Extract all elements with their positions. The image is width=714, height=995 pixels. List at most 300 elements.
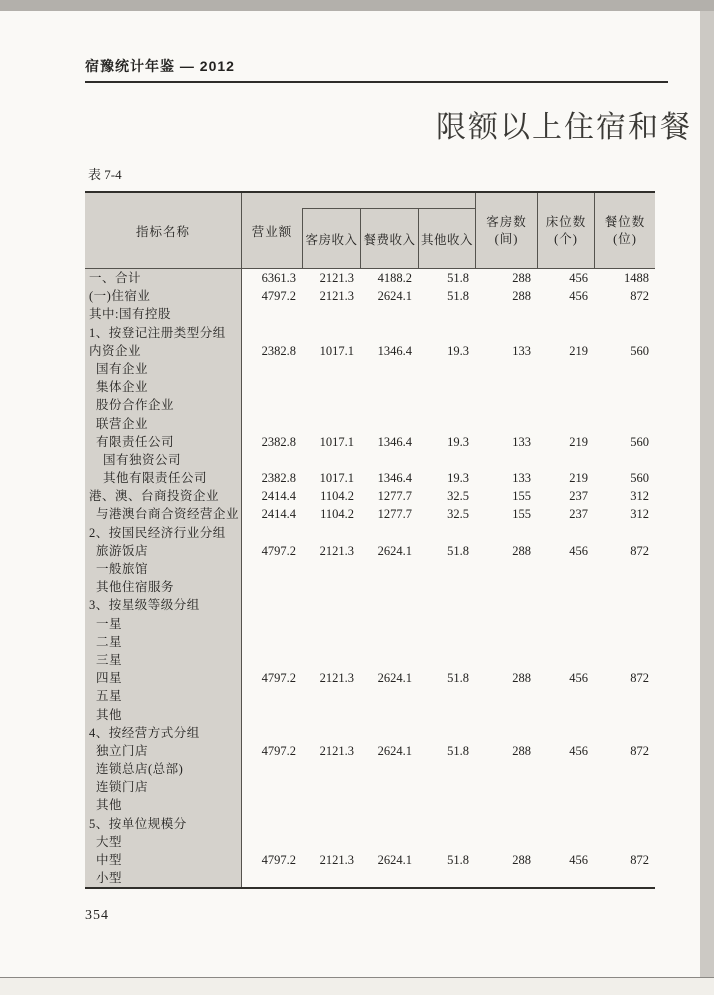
table-row <box>85 287 655 305</box>
value-cell <box>242 415 302 433</box>
indicator-cell: 内资企业 <box>85 342 242 360</box>
table-row <box>85 742 655 760</box>
value-cell <box>418 360 475 378</box>
indicator-cell: 有限责任公司 <box>85 433 242 451</box>
value-cell <box>418 815 475 833</box>
indicator-cell: 港、澳、台商投资企业 <box>85 487 242 505</box>
indicator-cell: 股份合作企业 <box>85 396 242 414</box>
value-cell <box>475 596 537 614</box>
value-cell: 456 <box>569 543 588 558</box>
value-cell: 4797.2 <box>261 671 296 686</box>
value-cell <box>537 524 594 542</box>
column-header-bed-count <box>537 193 594 268</box>
value-cell: 456 <box>569 671 588 686</box>
value-cell: 1017.1 <box>319 434 354 449</box>
value-cell <box>418 324 475 342</box>
value-cell: 872 <box>630 671 649 686</box>
value-cell <box>242 760 302 778</box>
value-cell: 51.8 <box>447 289 469 304</box>
indicator-cell: 旅游饭店 <box>85 542 242 560</box>
scan-edge-right <box>700 11 714 994</box>
value-cell <box>242 687 302 705</box>
value-cell <box>418 687 475 705</box>
value-cell <box>537 360 594 378</box>
indicator-cell: 连锁总店(总部) <box>85 760 242 778</box>
value-cell <box>302 451 360 469</box>
table-row <box>85 833 655 851</box>
indicator-cell: 集体企业 <box>85 378 242 396</box>
value-cell <box>418 633 475 651</box>
value-cell: 133 <box>512 434 531 449</box>
table-row <box>85 342 655 360</box>
value-cell <box>360 869 418 887</box>
value-cell <box>537 633 594 651</box>
indicator-cell: 独立门店 <box>85 742 242 760</box>
value-cell <box>594 578 655 596</box>
value-cell: 219 <box>569 471 588 486</box>
value-cell: 2121.3 <box>319 743 354 758</box>
value-cell <box>418 778 475 796</box>
value-cell <box>360 651 418 669</box>
value-cell: 4797.2 <box>261 743 296 758</box>
value-cell <box>360 633 418 651</box>
value-cell <box>360 451 418 469</box>
value-cell: 4797.2 <box>261 543 296 558</box>
value-cell: 2382.8 <box>261 343 296 358</box>
value-cell: 2121.3 <box>319 289 354 304</box>
column-header-seat-count <box>594 193 655 268</box>
value-cell <box>475 633 537 651</box>
value-cell <box>242 560 302 578</box>
table-row <box>85 760 655 778</box>
table-row <box>85 560 655 578</box>
column-header-bed-count-label: 床位数 <box>545 214 587 229</box>
value-cell <box>302 524 360 542</box>
value-cell <box>360 360 418 378</box>
value-cell <box>360 833 418 851</box>
column-header-turnover: 营业额 <box>251 224 293 239</box>
value-cell <box>475 524 537 542</box>
value-cell <box>418 305 475 323</box>
value-cell <box>475 724 537 742</box>
value-cell <box>360 560 418 578</box>
table-row <box>85 596 655 614</box>
value-cell <box>537 615 594 633</box>
table-row <box>85 815 655 833</box>
indicator-cell: (一)住宿业 <box>85 287 242 305</box>
value-cell: 133 <box>512 471 531 486</box>
value-cell <box>418 596 475 614</box>
value-cell <box>360 778 418 796</box>
value-cell: 4797.2 <box>261 289 296 304</box>
indicator-cell: 连锁门店 <box>85 778 242 796</box>
indicator-cell: 二星 <box>85 633 242 651</box>
table-row <box>85 524 655 542</box>
value-cell <box>302 560 360 578</box>
value-cell: 51.8 <box>447 853 469 867</box>
column-header-room-count-label: 客房数 <box>486 214 527 229</box>
value-cell <box>475 778 537 796</box>
value-cell <box>475 578 537 596</box>
indicator-cell: 1、按登记注册类型分组 <box>85 324 242 342</box>
value-cell <box>475 615 537 633</box>
value-cell: 1104.2 <box>320 489 354 504</box>
value-cell <box>302 305 360 323</box>
value-cell: 288 <box>512 671 531 686</box>
table-row <box>85 615 655 633</box>
indicator-cell: 2、按国民经济行业分组 <box>85 524 242 542</box>
table-row <box>85 796 655 814</box>
value-cell: 288 <box>512 543 531 558</box>
table-body <box>85 269 655 889</box>
value-cell <box>475 415 537 433</box>
value-cell: 872 <box>630 853 649 867</box>
value-cell: 2624.1 <box>377 853 412 867</box>
value-cell <box>594 833 655 851</box>
value-cell <box>537 378 594 396</box>
value-cell <box>594 724 655 742</box>
value-cell <box>360 396 418 414</box>
value-cell <box>302 706 360 724</box>
table-row <box>85 706 655 724</box>
table-row <box>85 633 655 651</box>
value-cell <box>360 524 418 542</box>
yearbook-header: 宿豫统计年鉴 — 2012 <box>85 56 668 83</box>
value-cell <box>537 651 594 669</box>
value-cell: 237 <box>569 507 588 522</box>
value-cell: 51.8 <box>447 271 469 285</box>
value-cell <box>537 687 594 705</box>
indicator-cell: 一星 <box>85 615 242 633</box>
indicator-cell: 5、按单位规模分 <box>85 815 242 833</box>
value-cell <box>302 833 360 851</box>
value-cell <box>594 687 655 705</box>
value-cell <box>242 596 302 614</box>
indicator-cell: 中型 <box>85 851 242 869</box>
value-cell: 1488 <box>624 271 649 285</box>
value-cell: 1346.4 <box>377 471 412 486</box>
value-cell: 560 <box>630 471 649 486</box>
value-cell <box>302 815 360 833</box>
indicator-cell: 其他住宿服务 <box>85 578 242 596</box>
value-cell: 312 <box>630 489 649 504</box>
table-row <box>85 851 655 869</box>
value-cell: 2624.1 <box>377 671 412 686</box>
table-row <box>85 324 655 342</box>
column-header-other-revenue: 其他收入 <box>420 232 473 247</box>
value-cell: 2624.1 <box>377 743 412 758</box>
value-cell <box>242 833 302 851</box>
value-cell <box>475 651 537 669</box>
value-cell <box>242 524 302 542</box>
value-cell <box>302 596 360 614</box>
value-cell <box>360 706 418 724</box>
column-header-room-revenue: 客房收入 <box>303 209 361 268</box>
value-cell <box>475 869 537 887</box>
indicator-cell: 联营企业 <box>85 415 242 433</box>
column-header-meal-revenue: 餐费收入 <box>361 209 419 268</box>
value-cell <box>242 778 302 796</box>
value-cell: 1017.1 <box>319 343 354 358</box>
value-cell <box>475 560 537 578</box>
value-cell: 219 <box>569 434 588 449</box>
revenue-subcolumn-group <box>302 208 475 268</box>
value-cell: 1346.4 <box>377 434 412 449</box>
indicator-cell: 一般旅馆 <box>85 560 242 578</box>
value-cell <box>537 760 594 778</box>
indicator-cell: 其他 <box>85 706 242 724</box>
value-cell: 155 <box>512 489 531 504</box>
scan-edge-bottom <box>0 977 714 995</box>
value-cell: 2624.1 <box>377 543 412 558</box>
table-label: 表 7-4 <box>88 167 122 182</box>
column-header-seat-count-unit: (位) <box>613 231 637 246</box>
value-cell: 312 <box>630 507 649 522</box>
value-cell <box>418 578 475 596</box>
value-cell <box>302 415 360 433</box>
table-row <box>85 578 655 596</box>
value-cell <box>594 415 655 433</box>
indicator-cell: 大型 <box>85 833 242 851</box>
value-cell <box>537 796 594 814</box>
value-cell <box>360 615 418 633</box>
value-cell <box>242 360 302 378</box>
table-row <box>85 724 655 742</box>
value-cell <box>360 415 418 433</box>
value-cell: 1017.1 <box>319 471 354 486</box>
table-row <box>85 433 655 451</box>
value-cell <box>360 815 418 833</box>
value-cell <box>475 451 537 469</box>
value-cell: 1277.7 <box>377 489 412 504</box>
value-cell <box>418 869 475 887</box>
statistics-table <box>85 191 655 889</box>
value-cell <box>537 451 594 469</box>
value-cell <box>242 651 302 669</box>
value-cell <box>418 378 475 396</box>
value-cell <box>594 651 655 669</box>
value-cell <box>302 651 360 669</box>
value-cell <box>242 815 302 833</box>
value-cell: 4188.2 <box>377 271 412 285</box>
value-cell <box>475 796 537 814</box>
table-row <box>85 469 655 487</box>
value-cell: 32.5 <box>447 489 469 504</box>
value-cell <box>418 706 475 724</box>
value-cell: 288 <box>512 289 531 304</box>
value-cell <box>594 560 655 578</box>
value-cell <box>537 815 594 833</box>
value-cell <box>594 378 655 396</box>
value-cell <box>594 305 655 323</box>
value-cell <box>537 596 594 614</box>
value-cell <box>594 869 655 887</box>
value-cell <box>594 524 655 542</box>
value-cell <box>360 760 418 778</box>
value-cell <box>537 324 594 342</box>
value-cell <box>302 778 360 796</box>
value-cell <box>418 615 475 633</box>
value-cell: 219 <box>569 343 588 358</box>
value-cell <box>594 596 655 614</box>
value-cell <box>242 578 302 596</box>
value-cell <box>360 687 418 705</box>
value-cell <box>418 560 475 578</box>
value-cell: 872 <box>630 743 649 758</box>
value-cell: 2121.3 <box>319 671 354 686</box>
table-row <box>85 378 655 396</box>
value-cell: 2382.8 <box>261 434 296 449</box>
indicator-cell: 国有独资公司 <box>85 451 242 469</box>
value-cell <box>418 651 475 669</box>
value-cell <box>242 615 302 633</box>
value-cell: 2414.4 <box>261 489 296 504</box>
value-cell <box>594 815 655 833</box>
value-cell <box>360 724 418 742</box>
indicator-cell: 五星 <box>85 687 242 705</box>
value-cell: 51.8 <box>447 743 469 758</box>
value-cell: 456 <box>569 743 588 758</box>
value-cell <box>475 687 537 705</box>
value-cell <box>537 560 594 578</box>
value-cell <box>242 796 302 814</box>
indicator-cell: 其中:国有控股 <box>85 305 242 323</box>
value-cell <box>537 706 594 724</box>
value-cell <box>302 724 360 742</box>
value-cell: 6361.3 <box>261 271 296 285</box>
value-cell <box>537 778 594 796</box>
column-header-room-count <box>475 193 537 268</box>
value-cell <box>475 760 537 778</box>
page-number: 354 <box>85 908 109 923</box>
column-header-room-count-unit: (间) <box>494 231 519 246</box>
value-cell <box>418 451 475 469</box>
value-cell <box>418 796 475 814</box>
value-cell: 872 <box>630 289 649 304</box>
value-cell <box>360 596 418 614</box>
table-row <box>85 305 655 323</box>
value-cell <box>537 724 594 742</box>
value-cell <box>594 796 655 814</box>
indicator-cell: 其他有限责任公司 <box>85 469 242 487</box>
value-cell: 51.8 <box>447 671 469 686</box>
value-cell: 2414.4 <box>261 507 296 522</box>
indicator-cell: 3、按星级等级分组 <box>85 596 242 614</box>
value-cell <box>360 796 418 814</box>
table-row <box>85 505 655 523</box>
value-cell <box>418 833 475 851</box>
table-row <box>85 651 655 669</box>
value-cell: 155 <box>512 507 531 522</box>
table-row <box>85 396 655 414</box>
value-cell: 19.3 <box>447 471 469 486</box>
value-cell <box>302 615 360 633</box>
value-cell <box>537 578 594 596</box>
chapter-title: 限额以上住宿和餐 <box>436 111 692 144</box>
value-cell: 2121.3 <box>319 853 354 867</box>
value-cell: 560 <box>630 434 649 449</box>
value-cell <box>475 305 537 323</box>
value-cell: 2382.8 <box>261 471 296 486</box>
value-cell <box>537 305 594 323</box>
value-cell: 19.3 <box>447 434 469 449</box>
table-row <box>85 487 655 505</box>
table-row <box>85 687 655 705</box>
value-cell <box>302 633 360 651</box>
value-cell <box>418 396 475 414</box>
value-cell <box>242 378 302 396</box>
value-cell <box>418 415 475 433</box>
value-cell: 456 <box>569 289 588 304</box>
value-cell <box>475 833 537 851</box>
column-header-indicator: 指标名称 <box>85 193 242 268</box>
table-row <box>85 542 655 560</box>
value-cell <box>418 760 475 778</box>
scan-edge-top <box>0 0 714 11</box>
table-header <box>85 191 655 269</box>
column-header-bed-count-unit: (个) <box>554 231 578 246</box>
value-cell <box>537 396 594 414</box>
value-cell <box>242 305 302 323</box>
value-cell <box>418 724 475 742</box>
value-cell: 237 <box>569 489 588 504</box>
value-cell <box>242 396 302 414</box>
value-cell: 288 <box>512 743 531 758</box>
value-cell <box>302 760 360 778</box>
value-cell: 872 <box>630 543 649 558</box>
value-cell <box>475 396 537 414</box>
value-cell <box>594 360 655 378</box>
value-cell <box>360 378 418 396</box>
value-cell <box>242 633 302 651</box>
indicator-cell: 4、按经营方式分组 <box>85 724 242 742</box>
value-cell: 133 <box>512 343 531 358</box>
value-cell <box>475 378 537 396</box>
value-cell <box>242 724 302 742</box>
value-cell: 32.5 <box>447 507 469 522</box>
value-cell: 1346.4 <box>377 343 412 358</box>
column-header-seat-count-label: 餐位数 <box>604 214 646 229</box>
value-cell: 288 <box>512 853 531 867</box>
value-cell: 19.3 <box>447 343 469 358</box>
value-cell <box>242 324 302 342</box>
value-cell <box>242 869 302 887</box>
value-cell <box>594 451 655 469</box>
value-cell <box>594 633 655 651</box>
value-cell <box>302 396 360 414</box>
value-cell <box>475 706 537 724</box>
value-cell <box>594 778 655 796</box>
indicator-cell: 一、合计 <box>85 269 242 287</box>
value-cell <box>594 615 655 633</box>
value-cell: 1277.7 <box>377 507 412 522</box>
value-cell <box>302 360 360 378</box>
value-cell <box>302 578 360 596</box>
value-cell <box>302 378 360 396</box>
value-cell <box>475 815 537 833</box>
value-cell <box>360 305 418 323</box>
table-row <box>85 778 655 796</box>
value-cell <box>360 324 418 342</box>
indicator-cell: 其他 <box>85 796 242 814</box>
value-cell <box>594 324 655 342</box>
value-cell: 456 <box>569 853 588 867</box>
table-row <box>85 869 655 887</box>
value-cell <box>360 578 418 596</box>
value-cell <box>537 869 594 887</box>
table-row <box>85 451 655 469</box>
value-cell <box>475 360 537 378</box>
